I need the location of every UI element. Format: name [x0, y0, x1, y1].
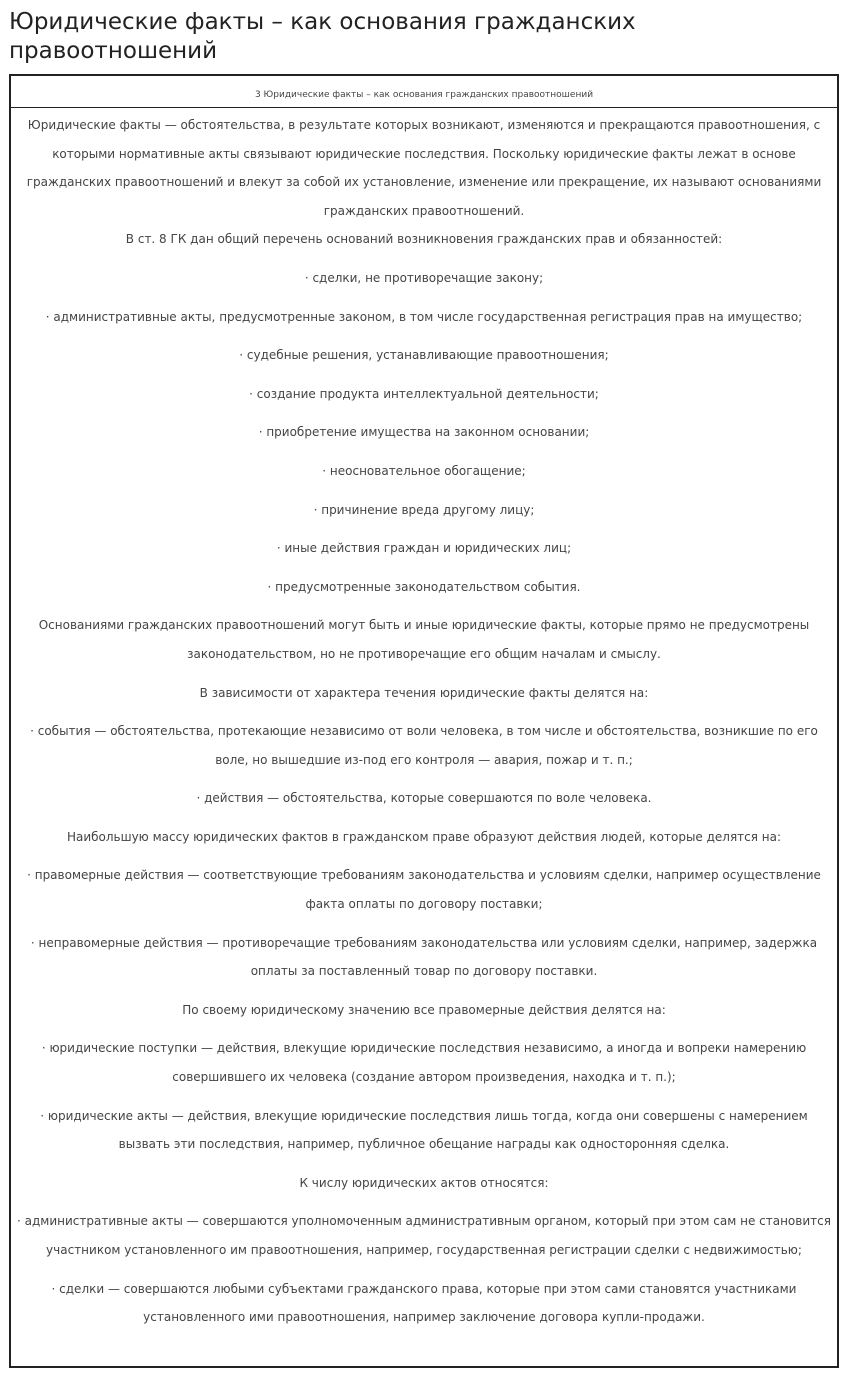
- paragraph: В зависимости от характера течения юридические факты делятся на:: [199, 685, 649, 700]
- document-body: [11, 108, 837, 1332]
- paragraph-article-8: В ст. 8 ГК дан общий перечень оснований возникновения гражданских прав и обязанностей:: [125, 232, 723, 247]
- list-item: · сделки — совершаются любыми субъектами гражданского права, которые при этом сами становятся участниками установленного ими правоотношения, например заключение договора купли-продажи.: [51, 1281, 797, 1325]
- document-frame: [9, 74, 839, 1368]
- list-item: · приобретение имущества на законном основании;: [258, 425, 590, 440]
- list-item: · правомерные действия — соответствующие требованиям законодательства и условиям сделки, например осуществление факта оплаты по договору поставки;: [27, 868, 821, 912]
- list-item: · административные акты, предусмотренные законом, в том числе государственная регистрация прав на имущество;: [45, 309, 803, 324]
- list-item: · судебные решения, устанавливающие правоотношения;: [239, 348, 609, 363]
- list-item: · события — обстоятельства, протекающие независимо от воли человека, в том числе и обстоятельства, возникшие по его воле, но вышедшие из-под его контроля — авария, пожар и т. п.;: [30, 724, 818, 767]
- list-item: · юридические акты — действия, влекущие юридические последствия лишь тогда, когда они совершены с намерением вызвать эти последствия, например, публичное обещание награды как односторонняя сделка.: [40, 1108, 808, 1152]
- list-item: · предусмотренные законодательством события.: [267, 579, 581, 594]
- list-item: · неосновательное обогащение;: [322, 463, 526, 478]
- paragraph: Наибольшую массу юридических фактов в гражданском праве образуют действия людей, которые делятся на:: [66, 829, 782, 844]
- paragraph: К числу юридических актов относятся:: [299, 1175, 549, 1190]
- list-item: · неправомерные действия — противоречащие требованиям законодательства или условиям сделки, например, задержка оплаты за поставленный товар по договору поставки.: [30, 935, 818, 979]
- list-item: · причинение вреда другому лицу;: [313, 502, 535, 517]
- paragraph-intro: Юридические факты — обстоятельства, в результате которых возникают, изменяются и прекращаются правоотношения, с которыми нормативные акты связывают юридические последствия. Поскольку юридические факты лежат в основе гражданских правоотношений и влекут за собой их установление, изменение или прекращение, их называют основаниями гражданских правоотношений.: [26, 118, 822, 218]
- list-item: · сделки, не противоречащие закону;: [304, 270, 544, 285]
- page-title: Юридические факты – как основания гражданских правоотношений: [9, 9, 636, 64]
- section-header: 3 Юридические факты – как основания гражданских правоотношений: [11, 76, 837, 108]
- list-item: · создание продукта интеллектуальной деятельности;: [249, 386, 599, 401]
- paragraph: Основаниями гражданских правоотношений могут быть и иные юридические факты, которые прямо не предусмотрены законодательством, но не противоречащие его общим началам и смыслу.: [38, 618, 810, 661]
- list-item: · действия — обстоятельства, которые совершаются по воле человека.: [196, 791, 652, 806]
- list-item: · иные действия граждан и юридических лиц;: [276, 541, 572, 556]
- list-item: · юридические поступки — действия, влекущие юридические последствия независимо, а иногда и вопреки намерению совершившего их человека (создание автором произведения, находка и т. п.);: [41, 1041, 807, 1085]
- list-item: · административные акты — совершаются уполномоченным административным органом, который при этом сам не становится участником установленного им правоотношения, например, государственная регистрации сделки с недвижимостью;: [17, 1214, 831, 1257]
- paragraph: По своему юридическому значению все правомерные действия делятся на:: [182, 1002, 666, 1017]
